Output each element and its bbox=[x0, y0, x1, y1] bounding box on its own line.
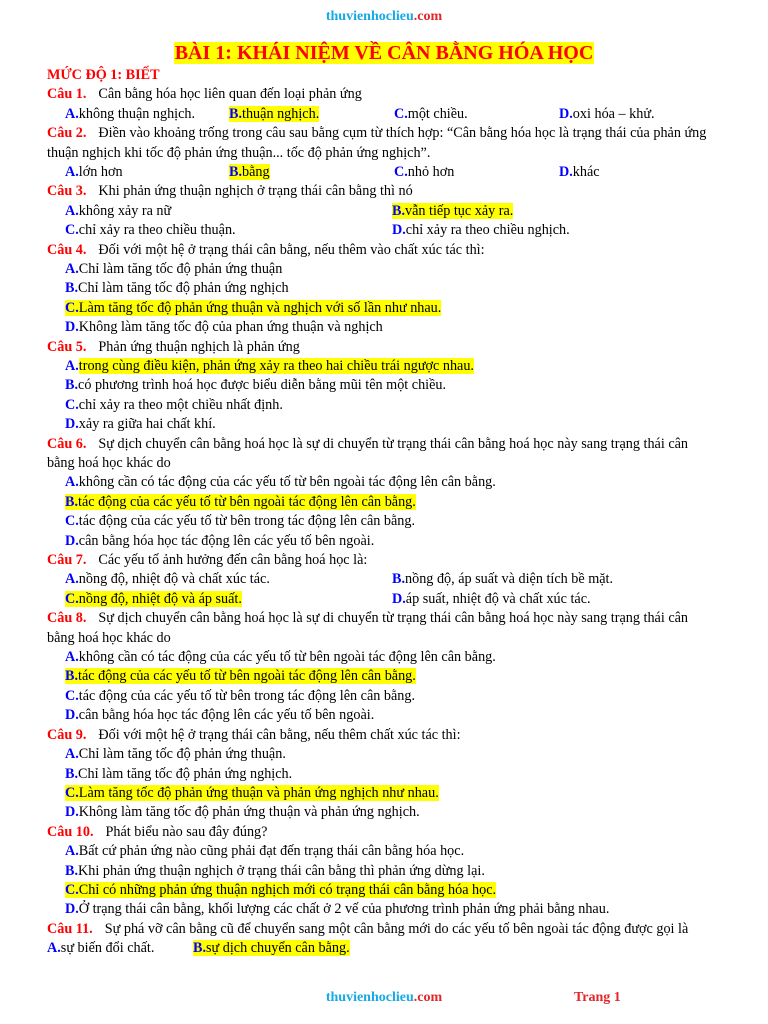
option-letter: B. bbox=[229, 105, 243, 122]
site-name: thuvienhoclieu bbox=[325, 9, 414, 24]
question-block bbox=[47, 435, 719, 551]
option-text: thuận nghịch. bbox=[242, 105, 320, 122]
question-number: Câu 9. bbox=[47, 726, 87, 743]
option-letter: C. bbox=[65, 687, 79, 704]
option-text: bằng bbox=[242, 164, 270, 180]
option-text: Chỉ có những phản ứng thuận nghịch mới có trạng thái cân bằng hóa học. bbox=[78, 881, 497, 898]
option-letter: C. bbox=[65, 590, 79, 607]
option-letter: D. bbox=[65, 532, 79, 549]
option-text: tác động của các yếu tố từ bên ngoài tác động lên cân bằng. bbox=[78, 668, 416, 685]
option-text: vẫn tiếp tục xảy ra. bbox=[405, 202, 514, 219]
answer-option bbox=[193, 939, 350, 958]
options-row bbox=[47, 939, 719, 958]
answer-option bbox=[65, 901, 609, 917]
option-text: cân bằng hóa học tác động lên các yếu tố bên ngoài. bbox=[78, 532, 375, 549]
option-text: áp suất, nhiệt độ và chất xúc tác. bbox=[405, 590, 591, 607]
options-row bbox=[47, 473, 719, 492]
options-row bbox=[47, 163, 719, 182]
answer-option bbox=[392, 221, 719, 240]
options-row bbox=[47, 396, 719, 415]
difficulty-level: MỨC ĐỘ 1: BIẾT bbox=[47, 67, 160, 83]
option-text: tác động của các yếu tố từ bên trong tác động lên cân bằng. bbox=[78, 513, 416, 530]
option-text: sự biến đổi chất. bbox=[60, 940, 155, 957]
options-row bbox=[47, 648, 719, 667]
question-text: Phát biểu nào sau đây đúng? bbox=[105, 823, 268, 840]
answer-option bbox=[65, 590, 392, 609]
answer-option bbox=[65, 105, 229, 124]
answer-option bbox=[47, 939, 193, 958]
option-text: Ở trạng thái cân bằng, khối lượng các chất ở 2 vế của phương trình phản ứng phải bằng nhau. bbox=[78, 901, 610, 918]
options-row bbox=[47, 376, 719, 395]
option-text: không xảy ra nữ bbox=[78, 202, 172, 219]
option-text: nồng độ, nhiệt độ và áp suất. bbox=[78, 590, 242, 607]
option-text: Chỉ làm tăng tốc độ phản ứng thuận bbox=[78, 260, 283, 277]
option-text: Chỉ làm tăng tốc độ phản ứng nghịch. bbox=[78, 765, 293, 782]
option-letter: A. bbox=[65, 474, 79, 491]
question-block bbox=[47, 85, 719, 124]
question-number: Câu 8. bbox=[47, 610, 87, 627]
answer-option bbox=[65, 300, 441, 316]
site-domain: .com bbox=[413, 9, 443, 24]
answer-option bbox=[65, 804, 420, 820]
option-text: Không làm tăng tốc độ phản ứng thuận và phản ứng nghịch. bbox=[78, 804, 420, 821]
option-letter: A. bbox=[65, 843, 79, 860]
options-row bbox=[47, 900, 719, 919]
option-letter: B. bbox=[65, 862, 79, 879]
question-number: Câu 6. bbox=[47, 435, 87, 452]
answer-option bbox=[65, 668, 416, 684]
site-header bbox=[0, 9, 768, 25]
option-letter: B. bbox=[65, 765, 79, 782]
question-list bbox=[47, 66, 719, 959]
options-row bbox=[47, 667, 719, 686]
option-letter: D. bbox=[559, 164, 573, 180]
question-stem bbox=[47, 551, 719, 570]
option-text: nồng độ, áp suất và diện tích bề mặt. bbox=[405, 571, 614, 588]
option-text: Không làm tăng tốc độ của phan ứng thuận và nghịch bbox=[78, 319, 383, 336]
options-row bbox=[47, 202, 719, 221]
option-letter: B. bbox=[229, 164, 243, 180]
question-text: Đối với một hệ ở trạng thái cân bằng, nếu thêm chất xúc tác thì: bbox=[98, 726, 461, 743]
question-stem bbox=[47, 85, 719, 104]
option-text: không cần có tác động của các yếu tố từ bên ngoài tác động lên cân bằng. bbox=[78, 649, 496, 666]
option-letter: B. bbox=[392, 571, 406, 588]
options-row bbox=[47, 881, 719, 900]
footer-site-domain: .com bbox=[413, 990, 443, 1005]
answer-option bbox=[65, 416, 216, 432]
answer-option bbox=[65, 261, 282, 277]
lesson-title: BÀI 1: KHÁI NIỆM VỀ CÂN BẰNG HÓA HỌC bbox=[174, 42, 594, 64]
answer-option bbox=[65, 202, 392, 221]
question-stem bbox=[47, 435, 719, 474]
answer-option bbox=[65, 533, 374, 549]
question-block bbox=[47, 551, 719, 609]
question-text: Các yếu tố ảnh hưởng đến cân bằng hoá học là: bbox=[98, 552, 368, 569]
answer-option bbox=[65, 882, 496, 898]
page-number: Trang 1 bbox=[574, 990, 621, 1005]
question-stem bbox=[47, 726, 719, 745]
option-letter: A. bbox=[65, 358, 79, 375]
option-letter: C. bbox=[394, 105, 408, 122]
options-row bbox=[47, 590, 719, 609]
footer-site-name: thuvienhoclieu bbox=[325, 990, 414, 1005]
option-text: không cần có tác động của các yếu tố từ bên ngoài tác động lên cân bằng. bbox=[78, 474, 496, 491]
answer-option bbox=[65, 513, 415, 529]
question-stem bbox=[47, 823, 719, 842]
option-text: Chỉ làm tăng tốc độ phản ứng nghịch bbox=[78, 280, 289, 297]
answer-option bbox=[229, 163, 394, 182]
question-stem bbox=[47, 920, 719, 939]
answer-option bbox=[392, 202, 719, 221]
option-letter: A. bbox=[65, 260, 79, 277]
option-text: sự dịch chuyển cân bằng. bbox=[206, 940, 350, 957]
option-text: trong cùng điều kiện, phản ứng xảy ra theo hai chiều trái ngược nhau. bbox=[78, 358, 474, 375]
answer-option bbox=[65, 474, 496, 490]
option-letter: A. bbox=[65, 105, 79, 122]
question-text: Cân bằng hóa học liên quan đến loại phản ứng bbox=[98, 86, 362, 103]
answer-option bbox=[65, 319, 383, 335]
answer-option bbox=[65, 163, 229, 182]
answer-option bbox=[65, 863, 485, 879]
option-text: không thuận nghịch. bbox=[78, 105, 196, 122]
option-letter: B. bbox=[65, 377, 79, 394]
options-row bbox=[47, 532, 719, 551]
option-letter: A. bbox=[65, 202, 79, 219]
option-text: oxi hóa – khử. bbox=[572, 105, 655, 122]
option-text: tác động của các yếu tố từ bên ngoài tác động lên cân bằng. bbox=[78, 493, 416, 510]
options-row bbox=[47, 299, 719, 318]
option-letter: D. bbox=[392, 590, 406, 607]
option-letter: B. bbox=[392, 202, 406, 219]
options-row bbox=[47, 570, 719, 589]
option-text: tác động của các yếu tố từ bên trong tác động lên cân bằng. bbox=[78, 687, 416, 704]
question-number: Câu 10. bbox=[47, 823, 94, 840]
option-letter: B. bbox=[65, 493, 79, 510]
option-letter: B. bbox=[193, 940, 207, 957]
option-letter: D. bbox=[65, 707, 79, 724]
question-number: Câu 4. bbox=[47, 241, 87, 258]
options-row bbox=[47, 357, 719, 376]
answer-option bbox=[392, 590, 719, 609]
option-text: xảy ra giữa hai chất khí. bbox=[78, 416, 216, 433]
answer-option bbox=[65, 785, 439, 801]
option-letter: C. bbox=[65, 396, 79, 413]
option-letter: C. bbox=[65, 222, 79, 239]
options-row bbox=[47, 784, 719, 803]
options-row bbox=[47, 842, 719, 861]
option-text: chỉ xảy ra theo chiều nghịch. bbox=[405, 222, 570, 239]
question-stem bbox=[47, 609, 719, 648]
question-stem bbox=[47, 241, 719, 260]
option-letter: C. bbox=[65, 299, 79, 316]
option-text: Làm tăng tốc độ phản ứng thuận và nghịch với số lần như nhau. bbox=[78, 299, 442, 316]
question-number: Câu 1. bbox=[47, 86, 87, 103]
options-row bbox=[47, 221, 719, 240]
question-block bbox=[47, 823, 719, 920]
option-letter: D. bbox=[392, 222, 406, 239]
option-text: chỉ xảy ra theo một chiều nhất định. bbox=[78, 396, 283, 413]
question-text: Đối với một hệ ở trạng thái cân bằng, nếu thêm vào chất xúc tác thì: bbox=[98, 241, 485, 258]
answer-option bbox=[65, 221, 392, 240]
option-letter: A. bbox=[65, 746, 79, 763]
options-row bbox=[47, 706, 719, 725]
question-block bbox=[47, 182, 719, 240]
options-row bbox=[47, 862, 719, 881]
answer-option bbox=[394, 105, 559, 124]
page-title bbox=[0, 42, 768, 65]
options-row bbox=[47, 745, 719, 764]
option-letter: A. bbox=[65, 164, 79, 180]
option-letter: C. bbox=[394, 164, 408, 180]
question-number: Câu 5. bbox=[47, 338, 87, 355]
answer-option bbox=[559, 105, 719, 124]
option-text: lớn hơn bbox=[78, 164, 123, 180]
question-number: Câu 2. bbox=[47, 125, 87, 142]
answer-option bbox=[65, 766, 292, 782]
option-text: cân bằng hóa học tác động lên các yếu tố bên ngoài. bbox=[78, 707, 375, 724]
answer-option bbox=[65, 377, 446, 393]
question-text: Phản ứng thuận nghịch là phản ứng bbox=[98, 338, 300, 355]
answer-option bbox=[559, 163, 719, 182]
question-text: Sự dịch chuyển cân bằng hoá học là sự di chuyển từ trạng thái cân bằng hoá học này sang trạng thái cân bằng hoá học khác do bbox=[47, 610, 689, 646]
answer-option bbox=[65, 358, 474, 374]
options-row bbox=[47, 512, 719, 531]
option-letter: C. bbox=[65, 784, 79, 801]
site-footer bbox=[0, 990, 768, 1006]
answer-option bbox=[65, 707, 374, 723]
option-text: nồng độ, nhiệt độ và chất xúc tác. bbox=[78, 571, 270, 588]
question-text: Khi phản ứng thuận nghịch ở trạng thái cân bằng thì nó bbox=[98, 183, 413, 200]
answer-option bbox=[65, 397, 283, 413]
option-text: chỉ xảy ra theo chiều thuận. bbox=[78, 222, 236, 239]
option-letter: A. bbox=[47, 940, 61, 957]
question-text: Sự phá vỡ cân bằng cũ để chuyển sang một cân bằng mới do các yếu tố bên ngoài tác động được gọi là bbox=[104, 920, 689, 937]
options-row bbox=[47, 260, 719, 279]
options-row bbox=[47, 105, 719, 124]
question-stem bbox=[47, 182, 719, 201]
question-text: Điền vào khoảng trống trong câu sau bằng cụm từ thích hợp: “Cân bằng hóa học là trạng thái của phản ứng thuận nghịch khi tốc độ phản ứng thuận... tốc độ phản ứng nghịch”. bbox=[47, 125, 707, 161]
option-letter: D. bbox=[559, 105, 573, 122]
answer-option bbox=[65, 570, 392, 589]
options-row bbox=[47, 687, 719, 706]
option-letter: C. bbox=[65, 513, 79, 530]
question-block bbox=[47, 124, 719, 182]
answer-option bbox=[65, 649, 496, 665]
option-text: Chỉ làm tăng tốc độ phản ứng thuận. bbox=[78, 746, 286, 763]
question-text: Sự dịch chuyển cân bằng hoá học là sự di chuyển từ trạng thái cân bằng hoá học này sang trạng thái cân bằng hoá học khác do bbox=[47, 435, 689, 472]
option-letter: B. bbox=[65, 280, 79, 297]
option-letter: D. bbox=[65, 901, 79, 918]
answer-option bbox=[229, 105, 394, 124]
question-block bbox=[47, 609, 719, 725]
answer-option bbox=[65, 843, 464, 859]
option-text: nhỏ hơn bbox=[407, 164, 455, 180]
answer-option bbox=[65, 746, 286, 762]
question-stem bbox=[47, 124, 719, 163]
question-stem bbox=[47, 338, 719, 357]
answer-option bbox=[65, 688, 415, 704]
option-letter: D. bbox=[65, 319, 79, 336]
answer-option bbox=[65, 494, 416, 510]
option-text: Làm tăng tốc độ phản ứng thuận và phản ứng nghịch như nhau. bbox=[78, 784, 439, 801]
option-text: có phương trình hoá học được biểu diễn bằng mũi tên một chiều. bbox=[78, 377, 447, 394]
option-text: Khi phản ứng thuận nghịch ở trạng thái cân bằng thì phản ứng dừng lại. bbox=[78, 862, 485, 879]
question-number: Câu 7. bbox=[47, 552, 87, 569]
options-row bbox=[47, 279, 719, 298]
option-letter: D. bbox=[65, 804, 79, 821]
options-row bbox=[47, 803, 719, 822]
option-text: một chiều. bbox=[407, 105, 468, 122]
options-row bbox=[47, 318, 719, 337]
question-number: Câu 3. bbox=[47, 183, 87, 200]
option-letter: D. bbox=[65, 416, 79, 433]
question-block bbox=[47, 920, 719, 959]
answer-option bbox=[65, 280, 289, 296]
answer-option bbox=[392, 570, 719, 589]
option-text: khác bbox=[572, 164, 600, 180]
question-block bbox=[47, 241, 719, 338]
question-number: Câu 11. bbox=[47, 920, 93, 937]
options-row bbox=[47, 415, 719, 434]
answer-option bbox=[394, 163, 559, 182]
option-letter: A. bbox=[65, 649, 79, 666]
option-letter: A. bbox=[65, 571, 79, 588]
option-letter: B. bbox=[65, 668, 79, 685]
question-block bbox=[47, 726, 719, 823]
options-row bbox=[47, 493, 719, 512]
question-block bbox=[47, 338, 719, 435]
options-row bbox=[47, 765, 719, 784]
option-letter: C. bbox=[65, 881, 79, 898]
option-text: Bất cứ phản ứng nào cũng phải đạt đến trạng thái cân bằng hóa học. bbox=[78, 843, 465, 860]
